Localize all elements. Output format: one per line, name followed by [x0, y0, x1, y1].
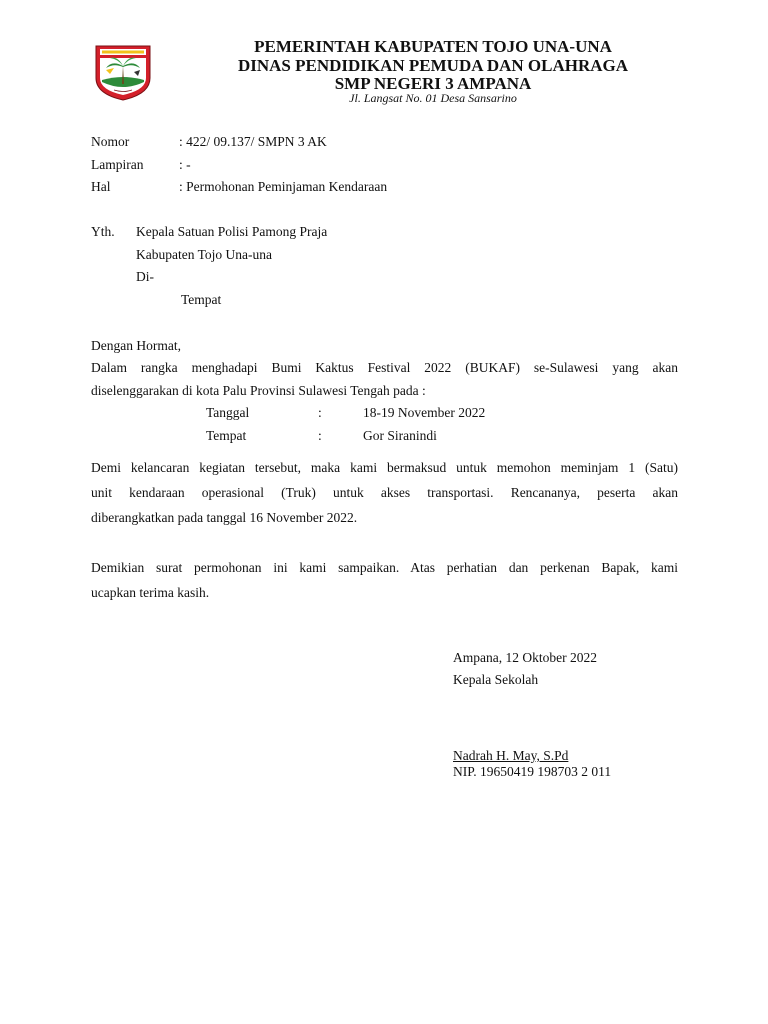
signature-nip: NIP. 19650419 198703 2 011 — [453, 764, 612, 779]
regency-emblem-icon — [92, 40, 154, 102]
detail-place-sep: : — [318, 428, 322, 443]
detail-place-label: Tempat — [206, 428, 247, 443]
paragraph2-line3: diberangkatkan pada tanggal 16 November 2022. — [91, 510, 358, 525]
signature-position: Kepala Sekolah — [453, 672, 539, 687]
paragraph1-line1: Dalam rangka menghadapi Bumi Kaktus Festival 2022 (BUKAF) se-Sulawesi yang akan — [91, 360, 678, 375]
paragraph3-line2: ucapkan terima kasih. — [91, 585, 210, 600]
recipient-line4: Tempat — [181, 292, 222, 307]
detail-place-value: Gor Siranindi — [363, 428, 437, 443]
detail-date-sep: : — [318, 405, 322, 420]
letterhead-address: Jl. Langsat No. 01 Desa Sansarino — [349, 91, 517, 105]
signature-name: Nadrah H. May, S.Pd — [453, 748, 569, 763]
paragraph3-line1: Demikian surat permohonan ini kami sampaikan. Atas perhatian dan perkenan Bapak, kami — [91, 560, 678, 575]
letterhead-school: SMP NEGERI 3 AMPANA — [334, 74, 532, 93]
hal-label: Hal — [91, 179, 111, 194]
paragraph1-line2: diselenggarakan di kota Palu Provinsi Sulawesi Tengah pada : — [91, 383, 426, 398]
hal-value: : Permohonan Peminjaman Kendaraan — [179, 179, 388, 194]
lampiran-label: Lampiran — [91, 157, 144, 172]
paragraph2-line1: Demi kelancaran kegiatan tersebut, maka kami bermaksud untuk memohon meminjam 1 (Satu) — [91, 460, 678, 475]
recipient-line3: Di- — [136, 269, 154, 284]
detail-date-value: 18-19 November 2022 — [363, 405, 486, 420]
recipient-line1: Kepala Satuan Polisi Pamong Praja — [136, 224, 328, 239]
letterhead-department: DINAS PENDIDIKAN PEMUDA DAN OLAHRAGA — [237, 56, 629, 75]
lampiran-value: : - — [179, 157, 191, 172]
signature-place-date: Ampana, 12 Oktober 2022 — [453, 650, 597, 665]
nomor-value: : 422/ 09.137/ SMPN 3 AK — [179, 134, 327, 149]
salutation: Dengan Hormat, — [91, 338, 181, 353]
detail-date-label: Tanggal — [206, 405, 250, 420]
recipient-line2: Kabupaten Tojo Una-una — [136, 247, 273, 262]
paragraph2-line2: unit kendaraan operasional (Truk) untuk akses transportasi. Rencananya, peserta akan — [91, 485, 678, 500]
letterhead-government: PEMERINTAH KABUPATEN TOJO UNA-UNA — [254, 37, 612, 56]
recipient-yth: Yth. — [91, 224, 115, 239]
nomor-label: Nomor — [91, 134, 130, 149]
